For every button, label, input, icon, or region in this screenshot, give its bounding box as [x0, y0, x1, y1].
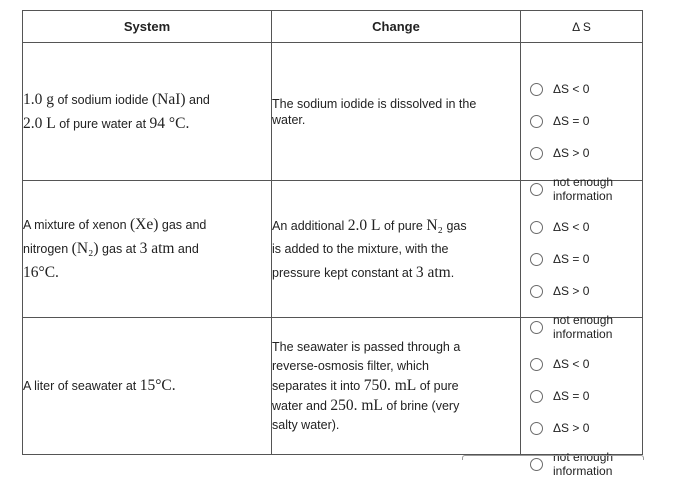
change-line: is added to the mixture, with the: [272, 241, 449, 256]
system-cell: [23, 318, 272, 455]
table-row: [23, 181, 643, 318]
change-line: The sodium iodide is dissolved in the: [272, 96, 477, 111]
option-label: not enough information: [553, 313, 614, 341]
delta-s-options: [521, 181, 643, 341]
radio-button[interactable]: [530, 285, 543, 298]
change-line: An additional 2.0 L of pure N₂ gas: [272, 216, 467, 234]
table-row: [23, 318, 643, 455]
system-line: nitrogen (N₂) gas at 3 atm and: [23, 240, 199, 257]
system-cell: [23, 181, 272, 318]
radio-button[interactable]: [530, 83, 543, 96]
header-row: [23, 11, 643, 43]
next-panel-edge: [462, 455, 644, 460]
option-zero[interactable]: ΔS = 0: [521, 386, 642, 406]
change-line: reverse-osmosis filter, which: [272, 358, 429, 373]
radio-button[interactable]: [530, 422, 543, 435]
system-cell: [23, 43, 272, 181]
radio-button[interactable]: [530, 358, 543, 371]
change-cell: [272, 318, 521, 455]
system-line: 2.0 L of pure water at 94 °C.: [23, 114, 190, 132]
system-line: 1.0 g of sodium iodide (NaI) and: [23, 90, 210, 108]
option-negative[interactable]: ΔS < 0: [521, 217, 642, 237]
change-line: water and 250. mL of brine (very: [272, 396, 460, 414]
delta-s-options: [521, 318, 643, 478]
radio-button[interactable]: [530, 147, 543, 160]
table-row: [23, 43, 643, 181]
change-line: salty water).: [272, 417, 340, 432]
system-line: A liter of seawater at 15°C.: [23, 377, 176, 394]
option-positive[interactable]: ΔS > 0: [521, 143, 642, 163]
header-delta-s: Δ S: [521, 11, 643, 43]
option-label: not enough information: [553, 175, 614, 203]
radio-button[interactable]: [530, 253, 543, 266]
header-change: Change: [272, 11, 521, 43]
option-negative[interactable]: ΔS < 0: [521, 354, 642, 374]
system-line: 16°C.: [23, 264, 59, 281]
change-line: water.: [272, 112, 306, 127]
option-zero[interactable]: ΔS = 0: [521, 111, 642, 131]
option-negative[interactable]: ΔS < 0: [521, 79, 642, 99]
change-cell: [272, 181, 521, 318]
radio-button[interactable]: [530, 221, 543, 234]
change-cell: [272, 43, 521, 181]
option-positive[interactable]: ΔS > 0: [521, 281, 642, 301]
option-zero[interactable]: ΔS = 0: [521, 249, 642, 269]
entropy-table: [22, 10, 643, 478]
change-line: The seawater is passed through a: [272, 339, 461, 354]
change-line: pressure kept constant at 3 atm.: [272, 263, 455, 281]
header-system: System: [23, 11, 272, 43]
delta-s-options: [521, 43, 643, 203]
radio-button[interactable]: [530, 115, 543, 128]
system-line: A mixture of xenon (Xe) gas and: [23, 216, 207, 233]
radio-button[interactable]: [530, 390, 543, 403]
option-label: not enough information: [553, 450, 614, 478]
change-line: separates it into 750. mL of pure: [272, 376, 459, 394]
option-positive[interactable]: ΔS > 0: [521, 418, 642, 438]
